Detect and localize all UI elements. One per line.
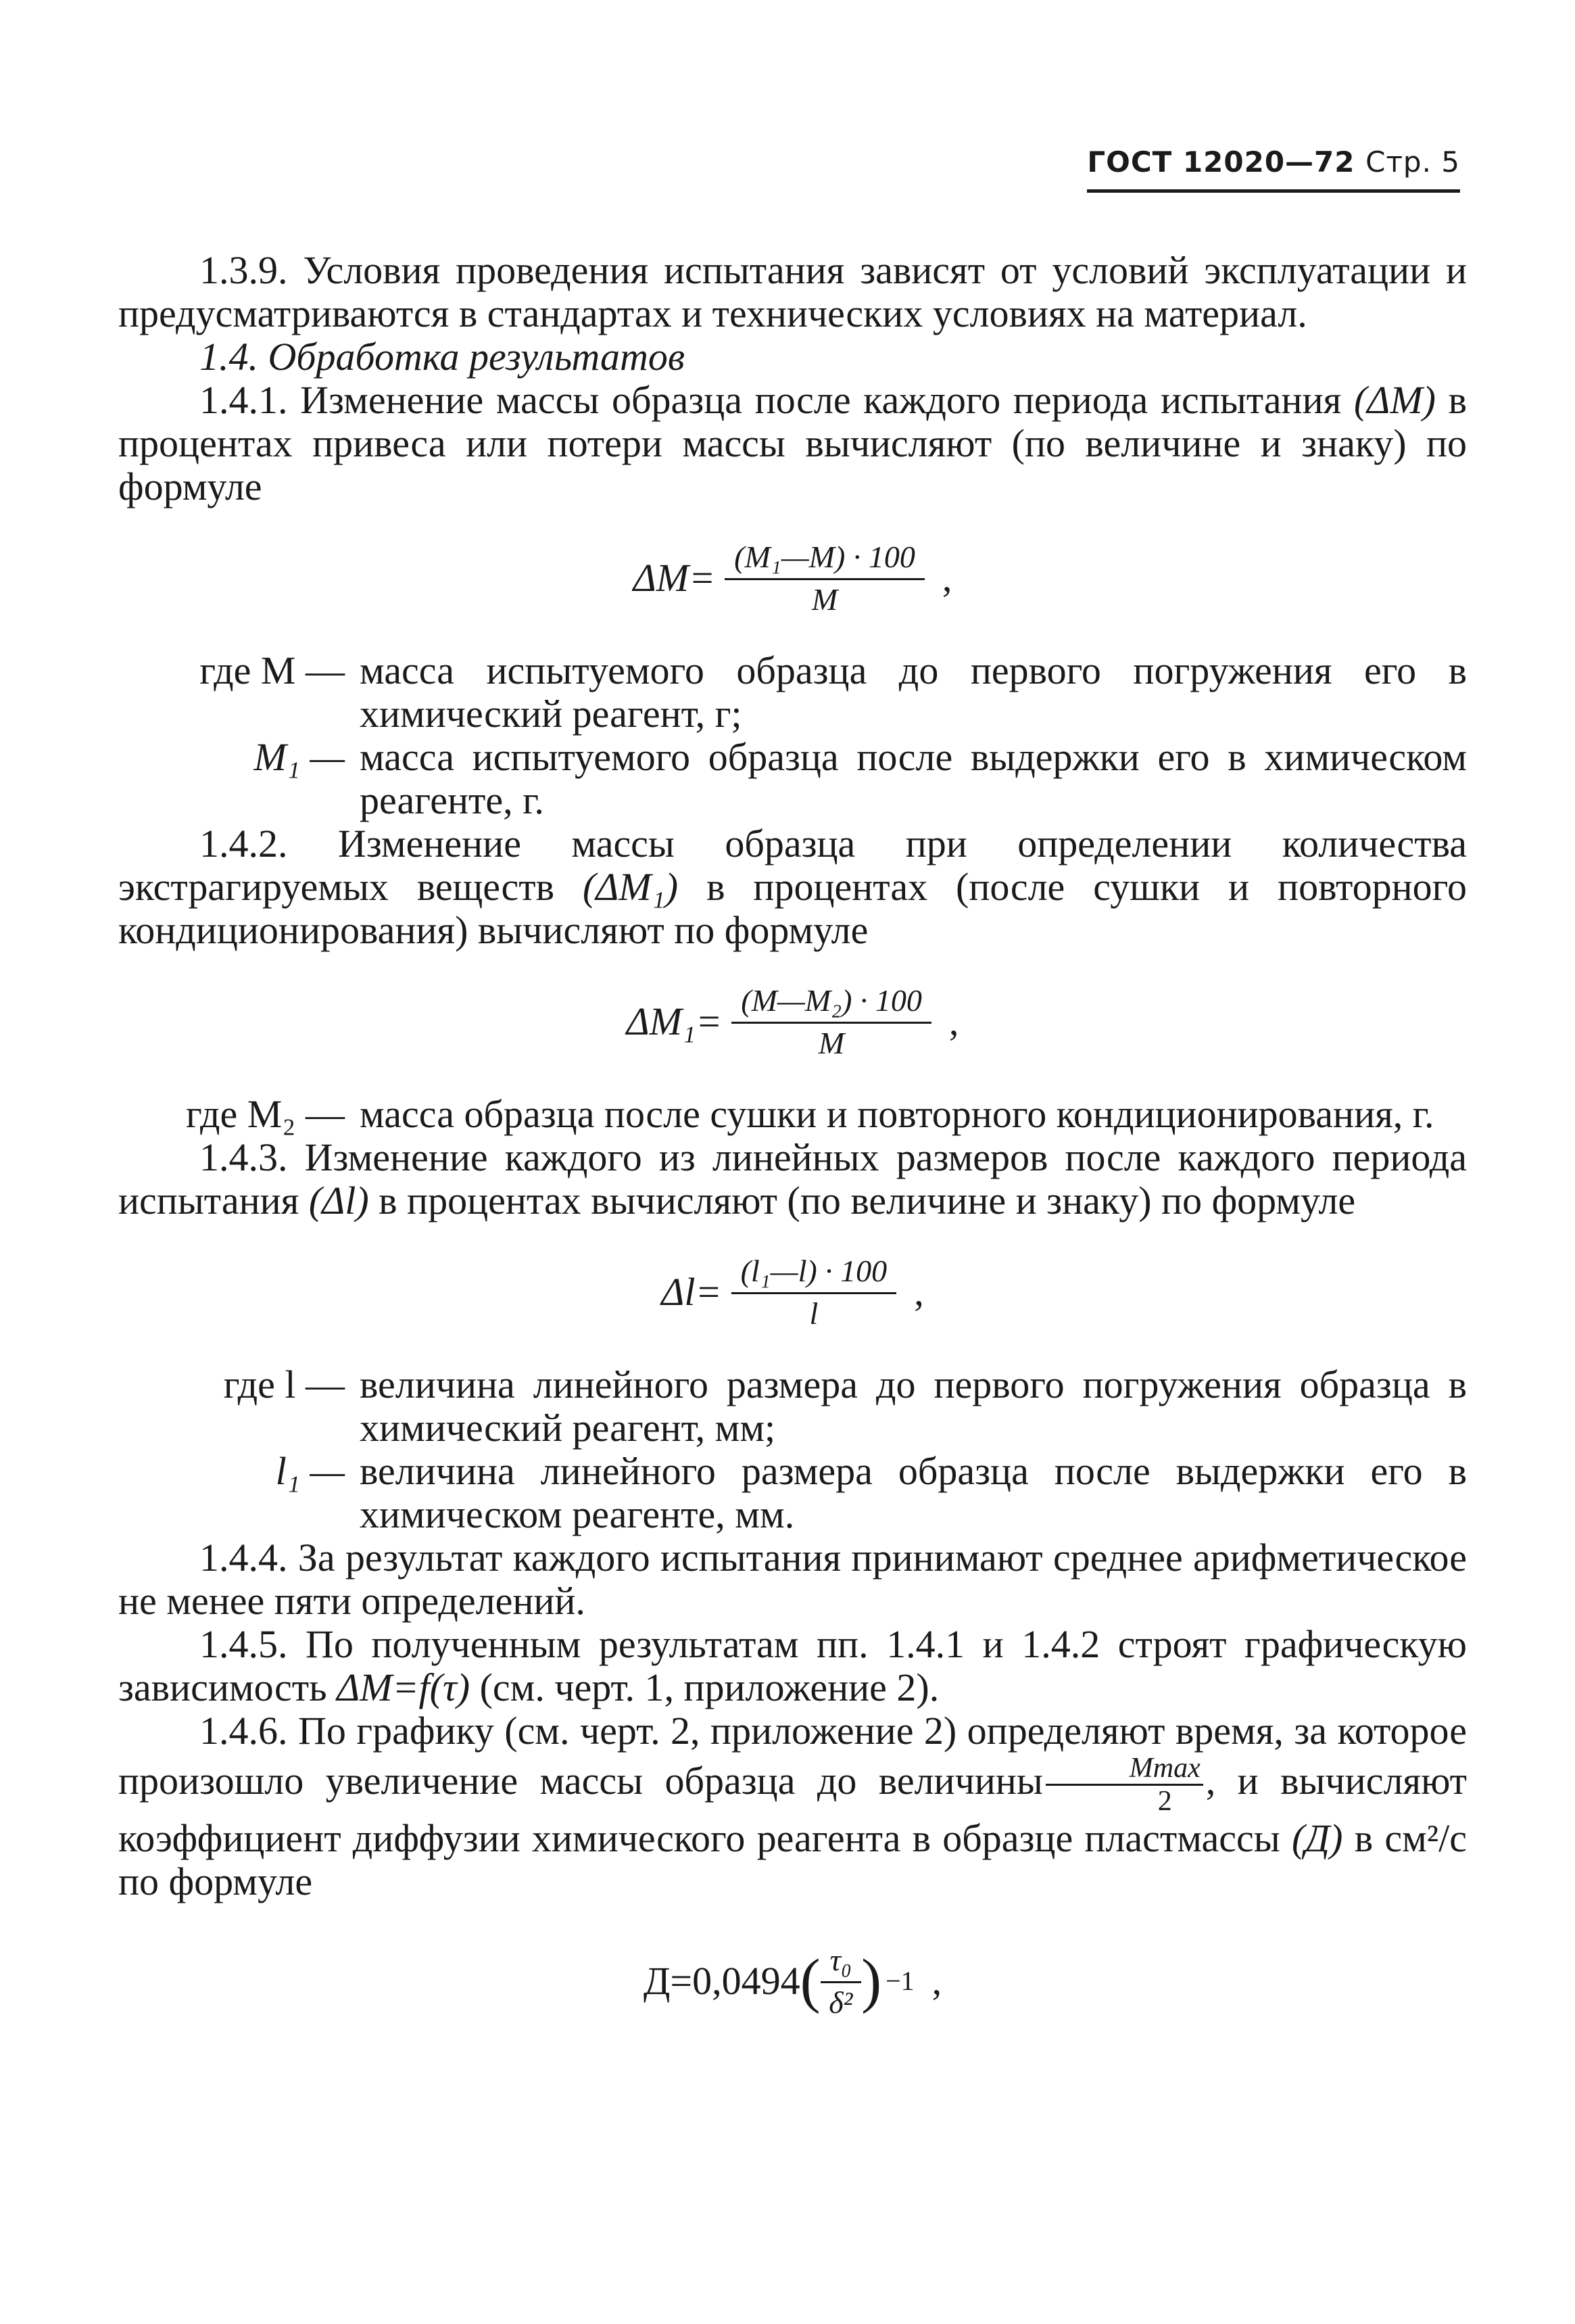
- section-heading-1-4: 1.4. Обработка результатов: [199, 335, 685, 379]
- symbol-delta-m-f-tau: ΔМ=f(τ): [337, 1665, 470, 1709]
- formula-delta-m1: ΔМ₁= $\frac{\text{(М—М₂) · 100}}{М}$ ,: [626, 982, 959, 1060]
- symbol-delta-l: (Δl): [308, 1179, 369, 1223]
- paragraph-1-4-4: 1.4.4. За результат каждого испытания принимают среднее арифметическое не менее пяти определений.: [118, 1536, 1467, 1623]
- definition-l1: l₁ — величина линейного размера образца после выдержки его в химическом реагенте, мм.: [275, 1449, 1467, 1536]
- header-page-number: Стр. 5: [1365, 145, 1460, 179]
- paragraph-1-4-3: 1.4.3. Изменение каждого из линейных размеров после каждого периода испытания (Δl) в процентах вычисляют (по величине и знаку) по формуле: [118, 1135, 1467, 1223]
- paragraph-1-3-9: 1.3.9. Условия проведения испытания зависят от условий эксплуатации и предусматриваются в стандартах и технических условиях на материал.: [118, 248, 1467, 335]
- symbol-delta-m1: (ΔМ₁): [582, 865, 679, 909]
- formula-delta-l: Δl= $\frac{\text{(l₁—l) · 100}}{l}$ ,: [661, 1253, 924, 1331]
- formula-diffusion-coefficient: Д=0,0494 ( $\frac{\text{τ₀}}{\text{δ²}}$ ) −1 ,: [643, 1942, 942, 2020]
- exponent: −1: [886, 1966, 915, 1996]
- definition-l: где l — величина линейного размера до первого погружения образца в химический реагент, мм;: [223, 1362, 1467, 1450]
- definition-m2: где М₂ — масса образца после сушки и повторного кондиционирования, г.: [186, 1092, 1434, 1136]
- paragraph-1-4-5: 1.4.5. По полученным результатам пп. 1.4.1 и 1.4.2 строят графическую зависимость ΔМ=f(τ) (см. черт. 1, приложение 2).: [118, 1622, 1467, 1709]
- inline-fraction-mmax: $\frac{М\max}{2}$: [1046, 1753, 1203, 1817]
- paragraph-1-4-1: 1.4.1. Изменение массы образца после каждого периода испытания (ΔМ) в процентах привеса или потери массы вычисляют (по величине и знаку) по формуле: [118, 378, 1468, 508]
- symbol-delta-m: (ΔМ): [1353, 378, 1436, 422]
- document-body: [118, 249, 1467, 2052]
- symbol-d: (Д): [1291, 1816, 1343, 1860]
- paragraph-1-4-2: 1.4.2. Изменение массы образца при определении количества экстрагируемых веществ (ΔМ₁) в процентах (после сушки и повторного кондиционирования) вычисляют по формуле: [118, 822, 1468, 952]
- definition-m: где М — масса испытуемого образца до первого погружения его в химический реагент, г;: [199, 648, 1467, 736]
- paragraph-1-4-6: 1.4.6. По графику (см. черт. 2, приложение 2) определяют время, за которое произошло увеличение массы образца до величины $\frac{М\max}{2}$ , и вычисляют коэффициент диффузии химического реагента в образце пластмассы (Д) в см²/с по формуле: [118, 1709, 1468, 1903]
- formula-delta-m: ΔМ= $\frac{\text{(М₁—М) · 100}}{М}$ ,: [633, 539, 952, 617]
- page-header: [1087, 141, 1460, 193]
- header-doc-number: ГОСТ 12020—72: [1087, 145, 1355, 179]
- definition-m1: М₁ — масса испытуемого образца после выдержки его в химическом реагенте, г.: [253, 735, 1467, 822]
